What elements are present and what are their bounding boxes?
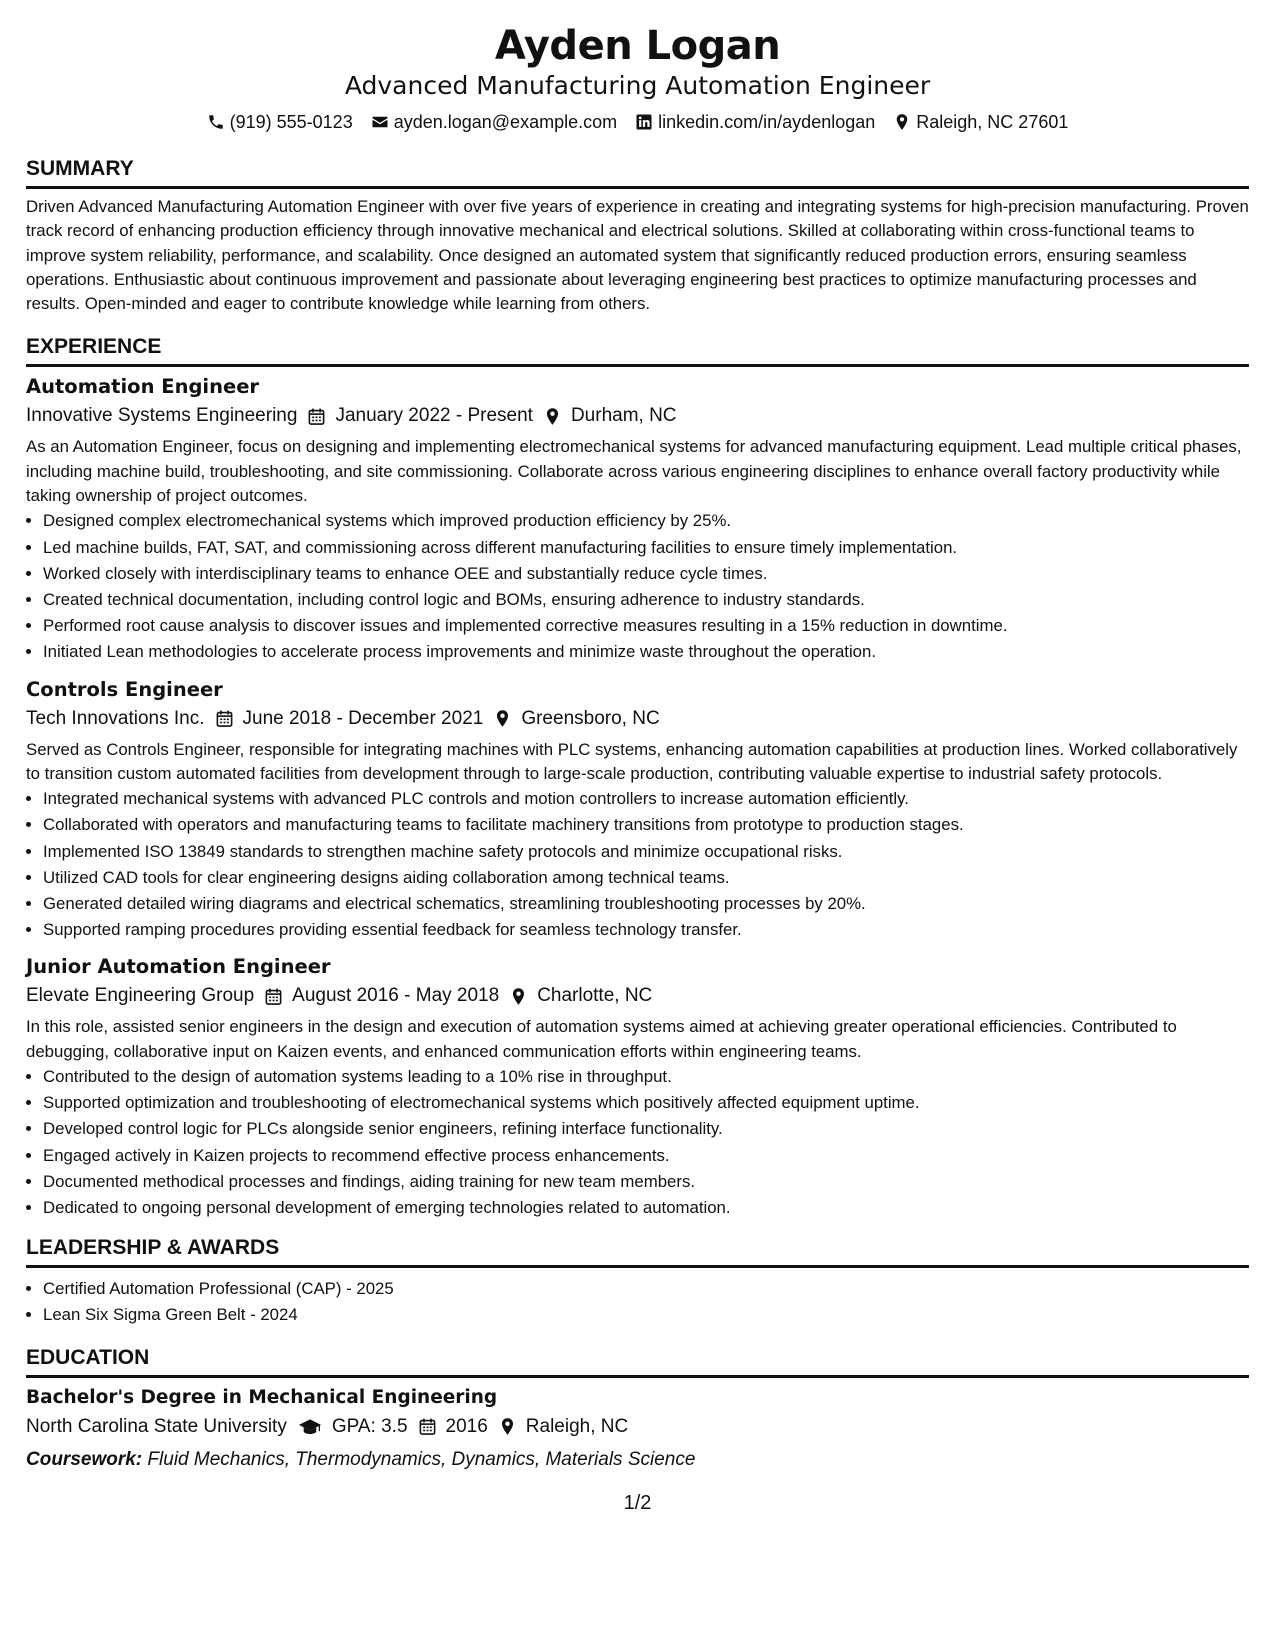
list-item: • Collaborated with operators and manufacturing teams to facilitate machinery transitions from prototype to production stages. [43,812,1249,838]
linkedin-icon [635,113,653,131]
calendar-icon [215,709,234,728]
job-title: Junior Automation Engineer [26,955,331,979]
job-dates-text: August 2016 - May 2018 [292,985,500,1007]
experience-heading: EXPERIENCE [26,334,1249,367]
contact-email[interactable] [371,110,617,134]
job-entry [26,953,1249,1221]
linkedin-url: linkedin.com/in/aydenlogan [658,112,876,132]
company-name: Innovative Systems Engineering [26,405,298,427]
candidate-name: Ayden Logan [494,23,781,69]
list-item: • Documented methodical processes and findings, aiding training for new team members. [43,1169,1249,1195]
education-heading: EDUCATION [26,1345,1249,1378]
map-pin-icon [509,987,528,1006]
job-bullets [26,786,1249,943]
map-pin-icon [543,407,562,426]
graduation-cap-icon [297,1417,323,1436]
list-item: • Contributed to the design of automation systems leading to a 10% rise in throughput. [43,1064,1249,1090]
experience-section [26,334,1249,1221]
job-dates [215,704,484,734]
job-dates [264,981,499,1011]
awards-list [26,1276,1249,1328]
gpa-text: GPA: 3.5 [331,1415,408,1437]
list-item: • Lean Six Sigma Green Belt - 2024 [43,1302,1249,1328]
coursework-text: Fluid Mechanics, Thermodynamics, Dynamics, Materials Science [147,1448,696,1470]
education-gpa [297,1412,408,1442]
awards-heading: LEADERSHIP & AWARDS [26,1235,1249,1268]
coursework-label: Coursework: [26,1448,143,1470]
list-item: • Supported ramping procedures providing essential feedback for seamless technology transfer. [43,917,1249,943]
job-meta [26,704,1249,734]
contact-phone [207,110,353,134]
phone-icon [207,113,225,131]
list-item: • Implemented ISO 13849 standards to strengthen machine safety protocols and minimize occupational risks. [43,839,1249,865]
phone-number: (919) 555-0123 [229,112,353,132]
job-description: Served as Controls Engineer, responsible for integrating machines with PLC systems, enhancing automation capabilities at production lines. Worked collaboratively to transition custom automated facilities from development through to large-scale production, contributing valuable expertise to industrial safety protocols. [26,739,1238,783]
candidate-title: Advanced Manufacturing Automation Engineer [344,71,931,100]
envelope-icon [371,113,389,131]
list-item: • Dedicated to ongoing personal development of emerging technologies related to automation. [43,1195,1249,1221]
education-year [418,1412,488,1442]
education-location-text: Raleigh, NC [525,1415,629,1437]
job-dates-text: June 2018 - December 2021 [242,707,484,729]
job-bullets [26,1064,1249,1221]
school-name: North Carolina State University [26,1415,287,1437]
summary-text: Driven Advanced Manufacturing Automation Engineer with over five years of experience in creating and integrating systems for high-precision manufacturing. Proven track record of enhancing production efficiency through innovative mechanical and electrical solutions. Skilled at collaborating within cross-functional teams to improve system reliability, performance, and scalability. Once designed an automated system that significantly reduced production errors, ensuring seamless operations. Enthusiastic about continuous improvement and passionate about leveraging engineering best practices to optimize manufacturing processes and results. Open-minded and eager to contribute knowledge while learning from others. [26,197,1249,314]
job-dates-text: January 2022 - Present [335,405,533,427]
list-item: • Designed complex electromechanical systems which improved production efficiency by 25%. [43,508,1249,534]
company-name: Tech Innovations Inc. [26,707,205,729]
job-location-text: Durham, NC [570,405,677,427]
map-pin-icon [493,709,512,728]
job-location-text: Charlotte, NC [537,985,653,1007]
list-item: • Worked closely with interdisciplinary teams to enhance OEE and substantially reduce cycle times. [43,561,1249,587]
location-text: Raleigh, NC 27601 [916,112,1069,132]
list-item: • Developed control logic for PLCs alongside senior engineers, refining interface functionality. [43,1116,1249,1142]
job-entry [26,676,1249,944]
calendar-icon [307,407,326,426]
job-description: As an Automation Engineer, focus on designing and implementing electromechanical systems for advanced manufacturing equipment. Lead multiple critical phases, including machine build, troubleshooting, and site commissioning. Collaborate across various engineering disciplines to enhance overall factory productivity while taking ownership of project outcomes. [26,437,1242,506]
calendar-icon [264,987,283,1006]
awards-section [26,1235,1249,1328]
list-item: • Created technical documentation, including control logic and BOMs, ensuring adherence to industry standards. [43,587,1249,613]
list-item: • Led machine builds, FAT, SAT, and commissioning across different manufacturing facilities to ensure timely implementation. [43,535,1249,561]
list-item: • Certified Automation Professional (CAP) - 2025 [43,1276,1249,1302]
job-location [543,401,677,431]
resume-page [26,22,1249,1474]
job-dates [307,401,533,431]
job-meta [26,401,1249,431]
page-number: 1/2 [623,1492,652,1514]
list-item: • Engaged actively in Kaizen projects to recommend effective process enhancements. [43,1143,1249,1169]
education-meta [26,1412,1249,1442]
job-bullets [26,508,1249,665]
education-section [26,1345,1249,1474]
resume-header [26,22,1249,134]
list-item: • Generated detailed wiring diagrams and electrical schematics, streamlining troubleshooting processes by 20%. [43,891,1249,917]
calendar-icon [418,1417,437,1436]
list-item: • Supported optimization and troubleshooting of electromechanical systems which positively affected equipment uptime. [43,1090,1249,1116]
map-pin-icon [893,113,911,131]
contact-bar [26,110,1249,134]
job-location-text: Greensboro, NC [521,707,660,729]
job-location [493,704,659,734]
coursework [26,1446,1249,1474]
email-address: ayden.logan@example.com [393,112,618,132]
list-item: • Performed root cause analysis to discover issues and implemented corrective measures resulting in a 15% reduction in downtime. [43,613,1249,639]
degree-title: Bachelor's Degree in Mechanical Engineering [26,1386,498,1408]
graduation-year: 2016 [445,1415,488,1437]
map-pin-icon [498,1417,517,1436]
job-title: Automation Engineer [26,375,260,399]
contact-linkedin[interactable] [635,110,875,134]
summary-heading: SUMMARY [26,156,1249,189]
job-title: Controls Engineer [26,677,223,701]
job-entry [26,373,1249,665]
education-location [498,1412,628,1442]
list-item: • Integrated mechanical systems with advanced PLC controls and motion controllers to increase automation efficiently. [43,786,1249,812]
company-name: Elevate Engineering Group [26,985,255,1007]
job-description: In this role, assisted senior engineers in the design and execution of automation systems aimed at achieving greater operational efficiencies. Contributed to debugging, collaborative input on Kaizen events, and enhanced communication efforts within engineering teams. [26,1017,1177,1061]
job-location [509,981,652,1011]
job-meta [26,981,1249,1011]
contact-location [893,110,1068,134]
list-item: • Utilized CAD tools for clear engineering designs aiding collaboration among technical teams. [43,865,1249,891]
list-item: • Initiated Lean methodologies to accelerate process improvements and minimize waste throughout the operation. [43,639,1249,665]
summary-section [26,156,1249,316]
